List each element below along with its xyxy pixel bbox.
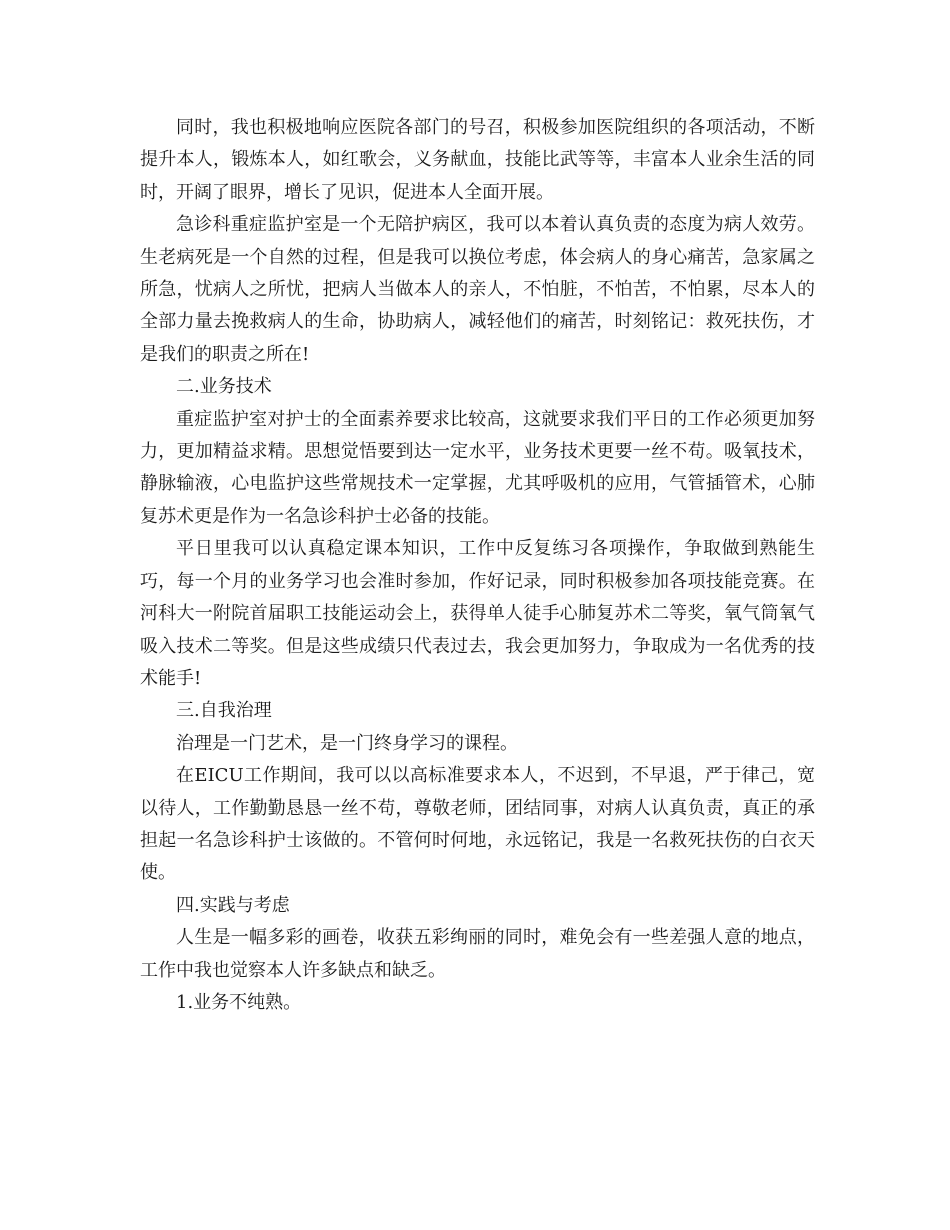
paragraph-activities: 同时，我也积极地响应医院各部门的号召，积极参加医院组织的各项活动，不断提升本人，锻炼本人，如红歌会，义务献血，技能比武等等，丰富本人业余生活的同时，开阔了眼界，增长了见识，促进本人全面开展。	[140, 117, 815, 203]
section-heading-practice-reflection: 四.实践与考虑	[176, 894, 290, 916]
paragraph-eicu-work: 在EICU工作期间，我可以以高标准要求本人，不迟到，不早退，严于律己，宽以待人，工作勤勤恳恳一丝不苟，尊敬老师，团结同事，对病人认真负责，真正的承担起一名急诊科护士该做的。不管何时何地，永远铭记，我是一名救死扶伤的白衣天使。	[140, 765, 815, 884]
paragraph-life-picture: 人生是一幅多彩的画卷，收获五彩绚丽的同时，难免会有一些差强人意的地点，工作中我也觉察本人许多缺点和缺乏。	[140, 927, 815, 981]
paragraph-practice-awards: 平日里我可以认真稳定课本知识，工作中反复练习各项操作，争取做到熟能生巧，每一个月的业务学习也会准时参加，作好记录，同时积极参加各项技能竞赛。在河科大一附院首届职工技能运动会上，获得单人徒手心肺复苏术二等奖，氧气筒氧气吸入技术二等奖。但是这些成绩只代表过去，我会更加努力，争取成为一名优秀的技术能手!	[140, 538, 815, 689]
section-heading-self-management: 三.自我治理	[176, 700, 272, 722]
paragraph-icu-service: 急诊科重症监护室是一个无陪护病区，我可以本着认真负责的态度为病人效劳。生老病死是一个自然的过程，但是我可以换位考虑，体会病人的身心痛苦，急家属之所急，忧病人之所忧，把病人当做本人的亲人，不怕脏，不怕苦，不怕累，尽本人的全部力量去挽救病人的生命，协助病人，减轻他们的痛苦，时刻铭记：救死扶伤，才是我们的职责之所在!	[140, 214, 815, 365]
section-heading-business-skills: 二.业务技术	[176, 376, 272, 398]
list-item-shortcoming-1: 1.业务不纯熟。	[176, 991, 302, 1013]
paragraph-requirements: 重症监护室对护士的全面素养要求比较高，这就要求我们平日的工作必须更加努力，更加精益求精。思想觉悟要到达一定水平，业务技术更要一丝不苟。吸氧技术，静脉输液，心电监护这些常规技术一定掌握，尤其呼吸机的应用，气管插管术，心肺复苏术更是作为一名急诊科护士必备的技能。	[140, 408, 815, 527]
document-body	[140, 112, 815, 1019]
paragraph-management-art: 治理是一门艺术，是一门终身学习的课程。	[176, 732, 518, 754]
